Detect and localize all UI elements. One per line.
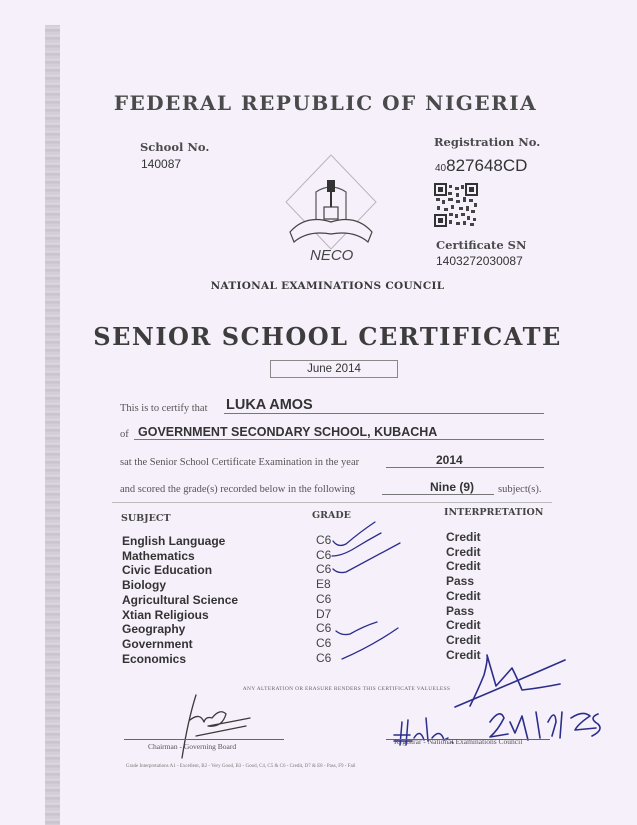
scored-label: and scored the grade(s) recorded below in the following (120, 484, 355, 495)
certify-label: This is to certify that (120, 403, 208, 414)
subjects-suffix: subject(s). (498, 484, 542, 495)
tick-mark-icon (342, 628, 398, 659)
subject-count: Nine (9) (430, 480, 475, 494)
school-name: GOVERNMENT SECONDARY SCHOOL, KUBACHA (138, 425, 438, 439)
tick-mark-icon (333, 543, 400, 573)
council-name: NATIONAL EXAMINATIONS COUNCIL (210, 280, 445, 292)
certificate-sn-value: 1403272030087 (436, 254, 523, 268)
result-row-subject: Economics (122, 651, 187, 666)
result-row-grade: C6 (316, 635, 332, 650)
result-row-subject: English Language (122, 534, 226, 548)
exam-year: 2014 (436, 453, 463, 467)
result-row-subject: Government (122, 636, 193, 651)
grade-legend: Grade Interpretations A1 - Excellent, B2 - Very Good, B3 - Good, C4, C5 & C6 - Credit, D7 & E8 - Pass, F9 - Fail (126, 764, 356, 769)
result-row-interpretation: Pass (446, 574, 475, 589)
chairman-signature-line (124, 739, 284, 740)
result-row-grade: C6 (316, 591, 332, 606)
result-row-grade: C6 (316, 621, 332, 636)
result-row-subject: Biology (122, 578, 166, 593)
tick-mark-icon (333, 522, 375, 545)
result-row-grade: C6 (316, 547, 332, 562)
alteration-warning: ANY ALTERATION OR ERASURE RENDERS THIS CERTIFICATE VALUELESS (242, 686, 451, 692)
result-row-subject: Xtian Religious (122, 607, 209, 622)
result-row-interpretation: Credit (446, 588, 481, 603)
tick-mark-icon (332, 533, 381, 556)
result-row-interpretation: Credit (446, 632, 481, 647)
school-no-label: School No. (140, 140, 210, 154)
result-row-interpretation: Credit (446, 647, 481, 662)
result-row-grade: C6 (316, 650, 332, 665)
result-row-interpretation: Credit (446, 618, 481, 633)
result-row-interpretation: Credit (446, 544, 481, 559)
certificate-sn-label: Certificate SN (436, 238, 527, 252)
registrar-caption: Registrar - National Examinations Council (394, 737, 523, 746)
logo-wordmark: NECO (310, 247, 354, 264)
sat-label: sat the Senior School Certificate Examination in the year (120, 457, 360, 468)
result-row-subject: Geography (122, 622, 186, 637)
result-row-grade: E8 (316, 577, 331, 592)
registration-no-prefix: 40 (435, 163, 447, 174)
result-row-grade: C6 (316, 533, 332, 547)
result-row-subject: Civic Education (122, 563, 213, 578)
certificate-title: SENIOR SCHOOL CERTIFICATE (93, 322, 562, 351)
result-row-grade: D7 (316, 606, 332, 621)
chairman-caption: Chairman - Governing Board (148, 742, 237, 751)
result-row-grade: C6 (316, 562, 332, 577)
interpretation-column-header: INTERPRETATION (444, 507, 544, 518)
result-row-subject: Mathematics (122, 548, 195, 563)
of-label: of (120, 429, 129, 440)
result-row-interpretation: Credit (446, 559, 481, 574)
registration-no-label: Registration No. (434, 135, 541, 149)
country-heading: FEDERAL REPUBLIC OF NIGERIA (113, 91, 538, 115)
subject-column-header: SUBJECT (121, 513, 171, 524)
result-row-subject: Agricultural Science (122, 592, 239, 607)
grade-column-header: GRADE (312, 510, 351, 521)
handwritten-date-icon (490, 712, 600, 740)
registration-no-main: 827648CD (446, 156, 528, 175)
tick-mark-icon (336, 622, 377, 635)
result-row-interpretation: Credit (446, 530, 481, 544)
exam-session: June 2014 (270, 360, 398, 378)
candidate-name: LUKA AMOS (226, 397, 313, 413)
result-row-interpretation: Pass (446, 603, 475, 618)
school-no-value: 140087 (141, 157, 182, 171)
handwritten-initials-icon (470, 655, 560, 706)
